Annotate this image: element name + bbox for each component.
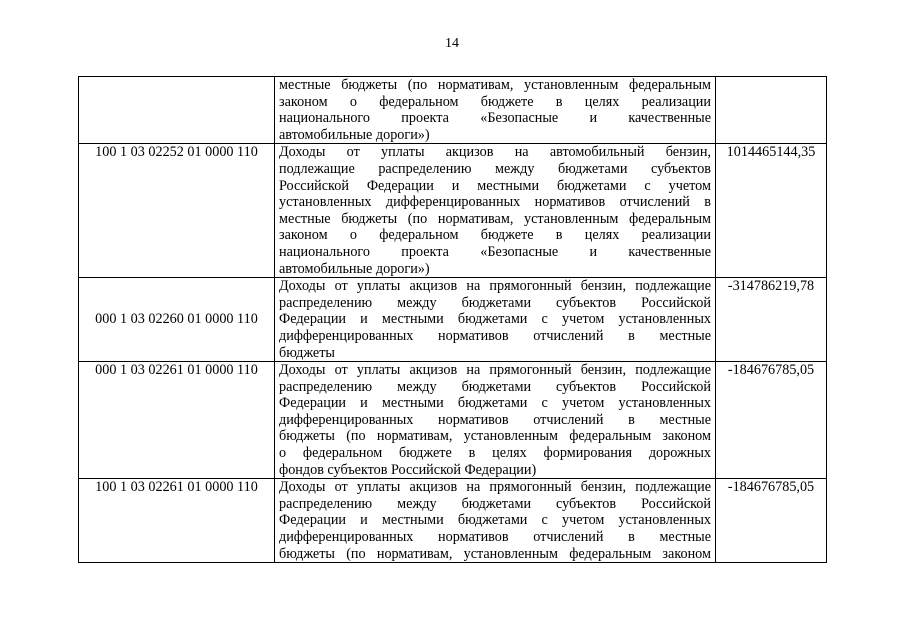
- description-line: местные бюджеты (по нормативам, установленным федеральным: [279, 77, 711, 93]
- description-line: Федерации и местными бюджетами с учетом установленных: [279, 311, 711, 328]
- description-line: дифференцированных нормативов отчислений в местные: [279, 327, 711, 344]
- description-line: установленных дифференцированных нормативов отчислений в: [279, 194, 711, 211]
- description-line: бюджеты (по нормативам, установленным федеральным законом: [279, 428, 711, 445]
- description-line: Доходы от уплаты акцизов на прямогонный бензин, подлежащие: [279, 278, 711, 295]
- amount-cell: [716, 77, 827, 144]
- amount-cell: -314786219,78: [716, 278, 827, 362]
- description-line: Доходы от уплаты акцизов на прямогонный бензин, подлежащие: [279, 362, 711, 379]
- table-row: [79, 278, 827, 362]
- description-line: дифференцированных нормативов отчислений в местные: [279, 529, 711, 546]
- amount-cell: -184676785,05: [716, 479, 827, 563]
- description-line: бюджеты (по нормативам, установленным федеральным законом: [279, 545, 711, 562]
- description-line: автомобильные дороги»): [279, 126, 430, 143]
- budget-code-cell: [79, 77, 275, 144]
- table-row: [79, 362, 827, 479]
- description-line: бюджеты: [279, 344, 335, 361]
- description-line: национального проекта «Безопасные и качественные: [279, 243, 711, 260]
- page-number: 14: [445, 36, 459, 51]
- description-cell: [275, 144, 716, 278]
- description-line: Федерации и местными бюджетами с учетом установленных: [279, 395, 711, 412]
- description-line: подлежащие распределению между бюджетами субъектов: [279, 160, 711, 177]
- description-cell: [275, 479, 716, 563]
- description-line: Доходы от уплаты акцизов на прямогонный бензин, подлежащие: [279, 479, 711, 496]
- budget-code-cell: 100 1 03 02252 01 0000 110: [79, 144, 275, 278]
- description-line: дифференцированных нормативов отчислений в местные: [279, 411, 711, 428]
- description-line: законом о федеральном бюджете в целях реализации: [279, 93, 711, 110]
- description-line: распределению между бюджетами субъектов Российской: [279, 294, 711, 311]
- description-line: распределению между бюджетами субъектов Российской: [279, 495, 711, 512]
- description-cell: [275, 278, 716, 362]
- table-row: [79, 479, 827, 563]
- budget-code-cell: 100 1 03 02261 01 0000 110: [79, 479, 275, 563]
- description-line: автомобильные дороги»): [279, 260, 430, 277]
- table-row: [79, 144, 827, 278]
- description-cell: [275, 362, 716, 479]
- description-line: Федерации и местными бюджетами с учетом установленных: [279, 512, 711, 529]
- description-line: распределению между бюджетами субъектов Российской: [279, 378, 711, 395]
- description-cell: [275, 77, 716, 144]
- description-line: Доходы от уплаты акцизов на автомобильный бензин,: [279, 144, 711, 161]
- amount-cell: 1014465144,35: [716, 144, 827, 278]
- description-line: местные бюджеты (по нормативам, установленным федеральным: [279, 210, 711, 227]
- description-line: о федеральном бюджете в целях формирования дорожных: [279, 445, 711, 462]
- budget-table: [78, 76, 827, 563]
- amount-cell: -184676785,05: [716, 362, 827, 479]
- budget-code-cell: 000 1 03 02260 01 0000 110: [79, 278, 275, 362]
- description-line: национального проекта «Безопасные и качественные: [279, 110, 711, 127]
- description-line: законом о федеральном бюджете в целях реализации: [279, 227, 711, 244]
- budget-code-cell: 000 1 03 02261 01 0000 110: [79, 362, 275, 479]
- description-line: Российской Федерации и местными бюджетами с учетом: [279, 177, 711, 194]
- table-row: [79, 77, 827, 144]
- description-line: фондов субъектов Российской Федерации): [279, 461, 537, 478]
